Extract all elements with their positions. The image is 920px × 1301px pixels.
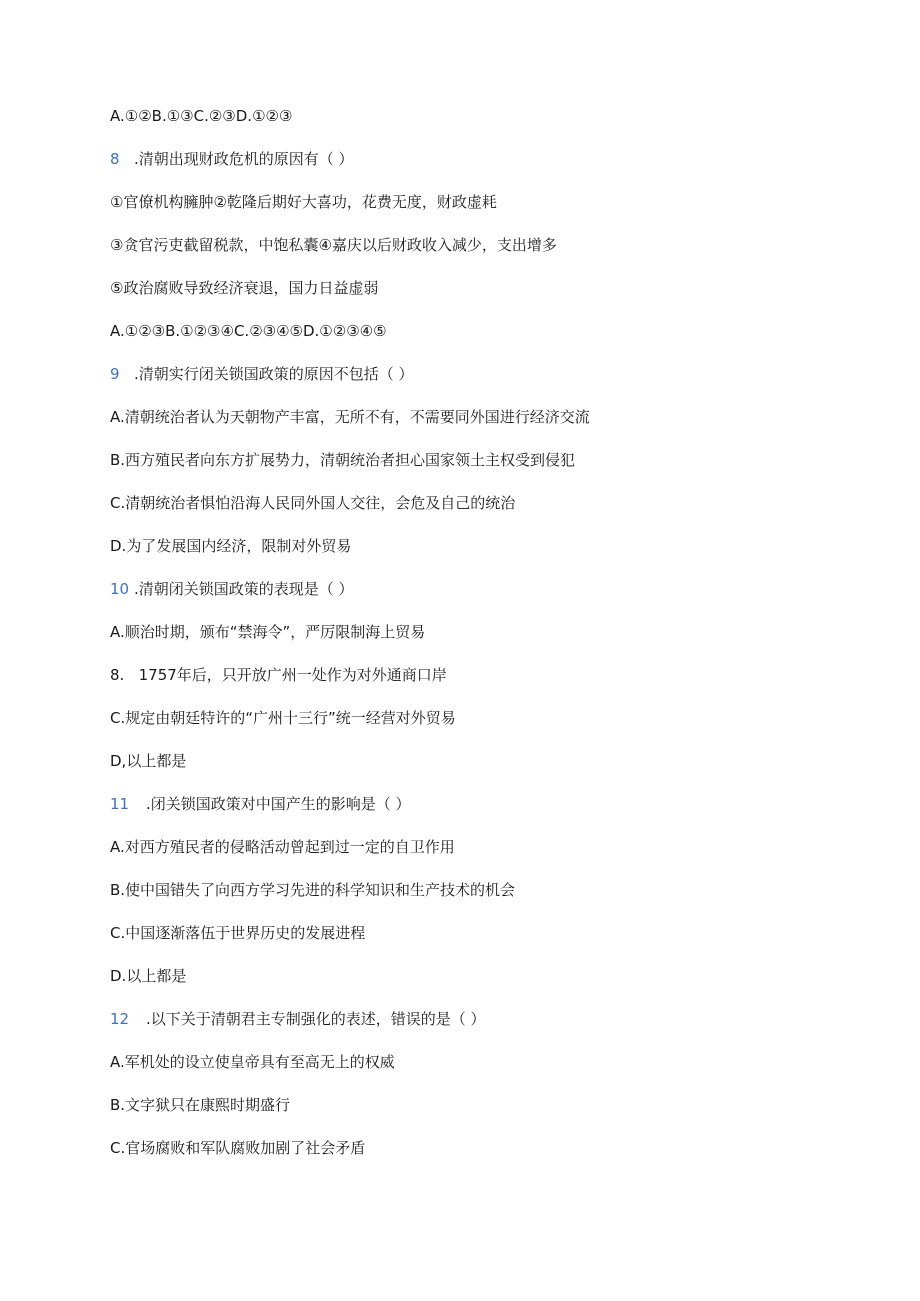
option-a [110, 1052, 395, 1072]
option-b [110, 1095, 290, 1115]
question-11 [110, 794, 411, 814]
question-number: 9 [110, 365, 120, 383]
question-number: 11 [110, 795, 130, 813]
option-line-q8 [110, 321, 387, 341]
line-text: D,以上都是 [110, 752, 187, 770]
question-text: .以下关于清朝君主专制强化的表述，错误的是（ ） [146, 1010, 486, 1028]
question-number: 12 [110, 1010, 130, 1028]
statement-line [110, 278, 378, 298]
question-text: .清朝闭关锁国政策的表现是（ ） [134, 580, 354, 598]
line-text: ①官僚机构臃肿②乾隆后期好大喜功，花费无度，财政虚耗 [110, 193, 497, 211]
question-10 [110, 579, 354, 599]
option-d [110, 751, 186, 771]
question-12 [110, 1009, 486, 1029]
line-text: 8. 1757年后，只开放广州一处作为对外通商口岸 [110, 666, 447, 684]
question-text: .清朝实行闭关锁国政策的原因不包括（ ） [134, 365, 414, 383]
line-text: ⑤政治腐败导致经济衰退，国力日益虚弱 [110, 279, 379, 297]
line-text: D.以上都是 [110, 967, 187, 985]
option-b [110, 450, 575, 470]
line-text: A.顺治时期，颁布“禁海令”，严厉限制海上贸易 [110, 623, 426, 641]
statement-line [110, 192, 497, 212]
line-text: D.为了发展国内经济，限制对外贸易 [110, 537, 352, 555]
line-text: A.清朝统治者认为天朝物产丰富，无所不有，不需要同外国进行经济交流 [110, 408, 590, 426]
option-a [110, 837, 455, 857]
option-c [110, 923, 365, 943]
question-9 [110, 364, 414, 384]
line-text: A.对西方殖民者的侵略活动曾起到过一定的自卫作用 [110, 838, 455, 856]
line-text: C.清朝统治者惧怕沿海人民同外国人交往，会危及自己的统治 [110, 494, 516, 512]
question-text: .闭关锁国政策对中国产生的影响是（ ） [146, 795, 411, 813]
question-number: 10 [110, 580, 130, 598]
statement-line [110, 235, 557, 255]
option-b [110, 880, 515, 900]
option-b [110, 665, 447, 685]
line-text: A.军机处的设立使皇帝具有至高无上的权威 [110, 1053, 395, 1071]
line-text: A.①②③B.①②③④C.②③④⑤D.①②③④⑤ [110, 322, 387, 340]
option-line-q7 [110, 106, 292, 126]
line-text: C.规定由朝廷特许的“广州十三行”统一经营对外贸易 [110, 709, 456, 727]
question-number: 8 [110, 150, 120, 168]
option-c [110, 708, 456, 728]
line-text: C.官场腐败和军队腐败加剧了社会矛盾 [110, 1139, 366, 1157]
line-text: B.文字狱只在康熙时期盛行 [110, 1096, 291, 1114]
question-text: .清朝出现财政危机的原因有（ ） [134, 150, 354, 168]
line-text: A.①②B.①③C.②③D.①②③ [110, 107, 293, 125]
option-a [110, 622, 425, 642]
line-text: C.中国逐渐落伍于世界历史的发展进程 [110, 924, 366, 942]
option-d [110, 966, 186, 986]
line-text: B.西方殖民者向东方扩展势力，清朝统治者担心国家领土主权受到侵犯 [110, 451, 576, 469]
option-d [110, 536, 351, 556]
line-text: B.使中国错失了向西方学习先进的科学知识和生产技术的机会 [110, 881, 516, 899]
option-c [110, 1138, 365, 1158]
line-text: ③贪官污吏截留税款，中饱私囊④嘉庆以后财政收入减少，支出增多 [110, 236, 557, 254]
question-8 [110, 149, 354, 169]
option-a [110, 407, 590, 427]
option-c [110, 493, 515, 513]
